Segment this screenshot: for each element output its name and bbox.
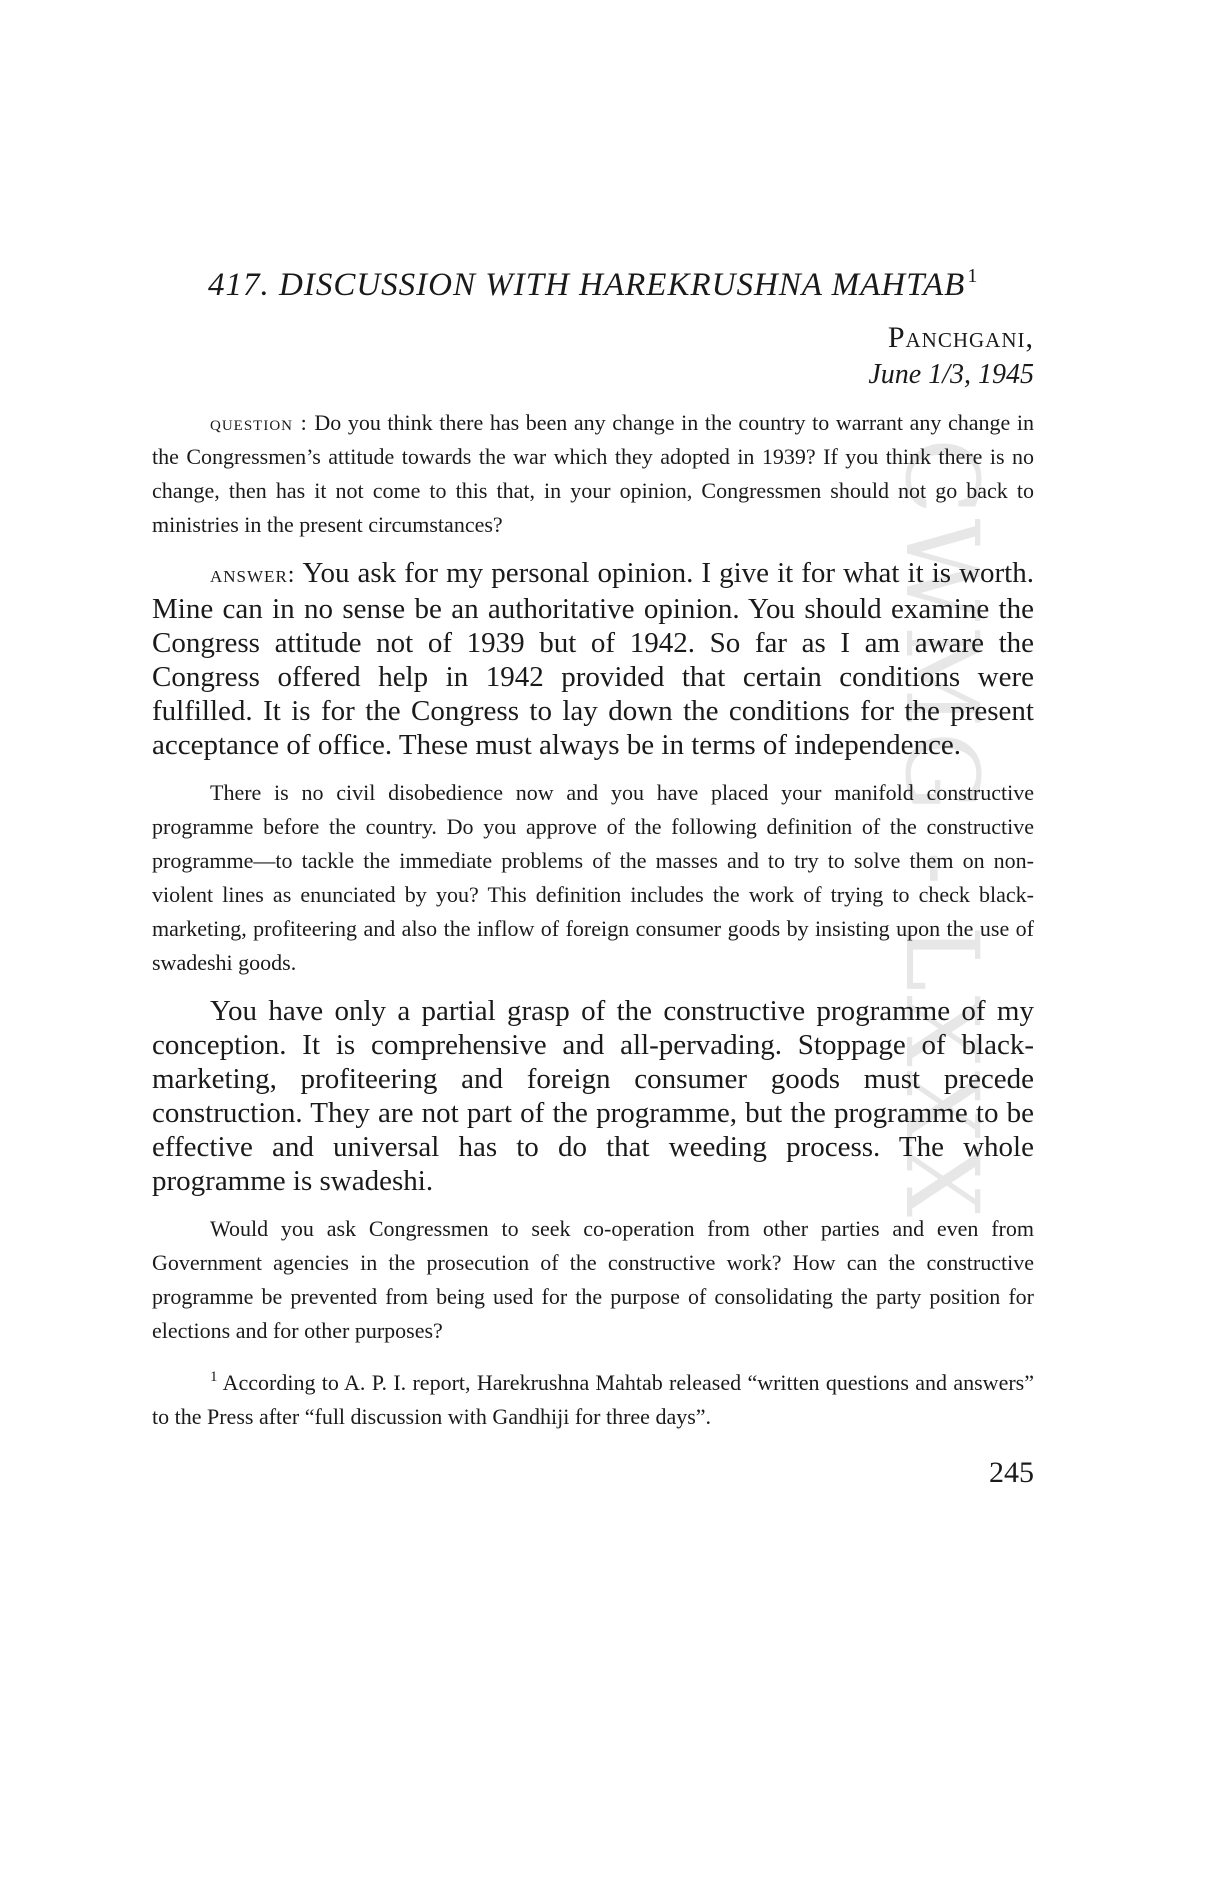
date: June 1/3, 1945	[868, 359, 1034, 390]
footnote	[152, 1360, 1034, 1434]
question-1-text: Do you think there has been any change in the country to warrant any change in the Congressmen’s attitude towards the war which they adopted in 1939? If you think there is no change, then has it not come to this that, in your opinion, Congressmen should not go back to ministries in the present circumstances?	[152, 410, 1035, 537]
page-number: 245	[989, 1456, 1034, 1489]
answer-2: You have only a partial grasp of the constructive programme of my conception. It is comprehensive and all-pervading. Stoppage of black-marketing, profiteering and foreign consumer goods must precede construction. They are not part of the programme, but the programme to be effective and universal has to do that weeding process. The whole programme is swadeshi.	[152, 995, 1034, 1197]
page-title	[208, 252, 1034, 303]
footnote-text: According to A. P. I. report, Harekrushna Mahtab released “written questions and answers” to the Press after “full discussion with Gandhiji for three days”.	[152, 1370, 1034, 1429]
place	[152, 318, 1034, 358]
answer-1	[152, 556, 1034, 762]
question-2: There is no civil disobedience now and you have placed your manifold constructive programme before the country. Do you approve of the following definition of the constructive programme—to tackle the immediate problems of the masses and to try to solve them on non-violent lines as enunciated by you? This definition includes the work of trying to check black-marketing, profiteering and also the inflow of foreign consumer goods by insisting upon the use of swadeshi goods.	[152, 780, 1034, 975]
page-content	[152, 252, 1034, 1490]
title-text: 417. DISCUSSION WITH HAREKRUSHNA MAHTAB	[208, 267, 966, 303]
question-1	[152, 406, 1034, 542]
place-text: Panchgani,	[887, 321, 1034, 354]
watermark: CWMG - LXXX	[883, 438, 1000, 1221]
footnote-mark: 1	[210, 1369, 218, 1385]
answer-label: answer:	[210, 562, 296, 588]
title-footnote-mark: 1	[967, 265, 979, 287]
question-3: Would you ask Congressmen to seek co-operation from other parties and even from Government agencies in the prosecution of the constructive work? How can the constructive programme be prevented from being used for the purpose of consolidating the party position for elections and for other purposes?	[152, 1216, 1034, 1343]
answer-1-text: You ask for my personal opinion. I give it for what it is worth. Mine can in no sense be an authoritative opinion. You should examine the Congress attitude not of 1939 but of 1942. So far as I am aware the Congress offered help in 1942 provided that certain conditions were fulfilled. It is for the Congress to lay down the conditions for the present acceptance of office. These must always be in terms of independence.	[152, 557, 1034, 761]
question-label: question :	[210, 410, 308, 435]
